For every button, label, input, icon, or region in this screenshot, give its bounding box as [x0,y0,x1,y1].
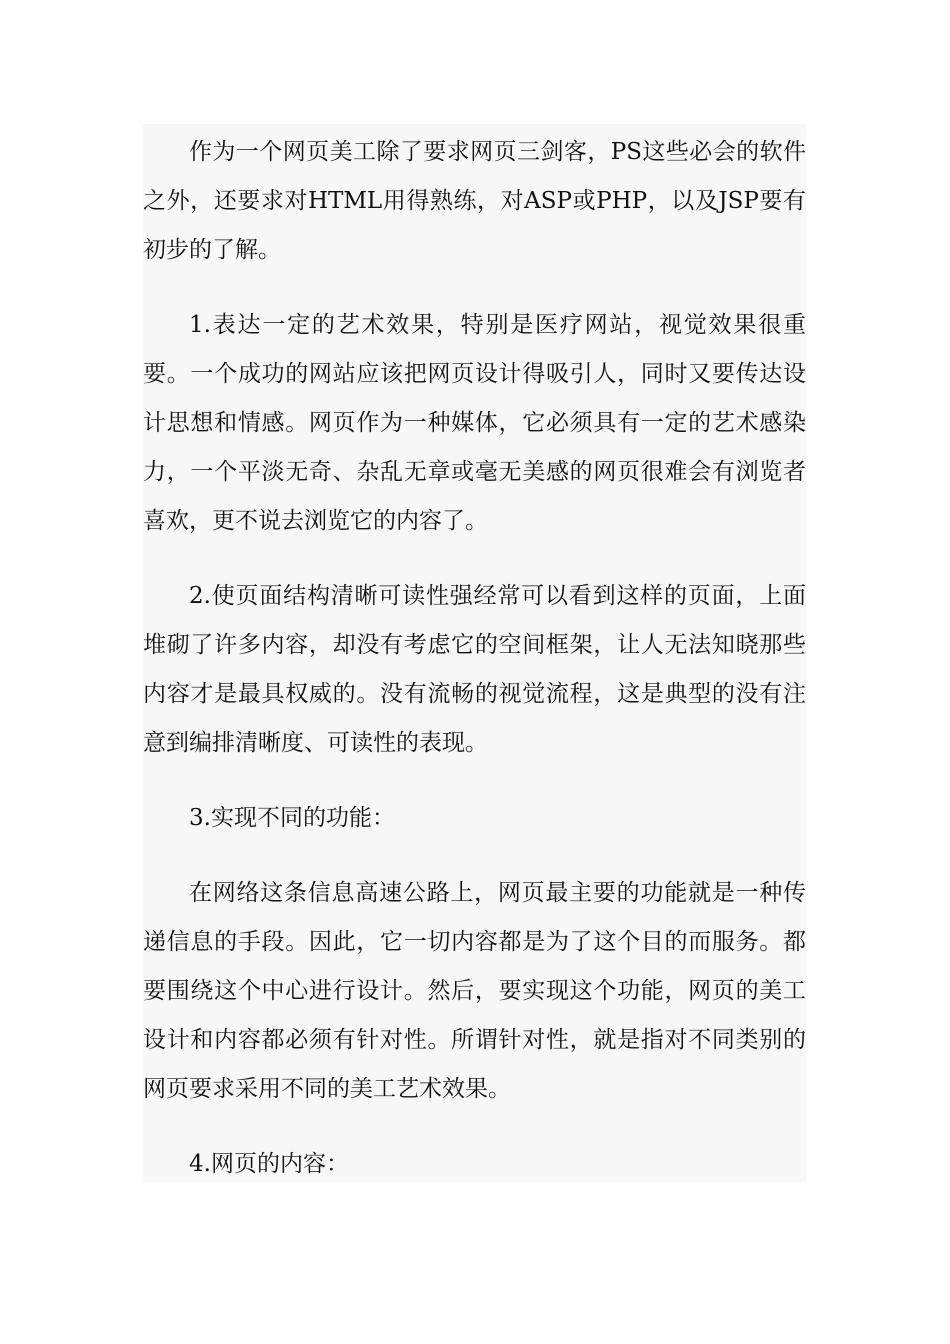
document-text-block [143,124,806,1182]
paragraph-gap [143,546,806,572]
paragraph-gap [143,275,806,301]
paragraph-intro: 作为一个网页美工除了要求网页三剑客，PS这些必会的软件之外，还要求对HTML用得熟练，对ASP或PHP，以及JSP要有初步的了解。 [143,139,806,263]
paragraph-point-3-body: 在网络这条信息高速公路上，网页最主要的功能就是一种传递信息的手段。因此，它一切内容都是为了这个目的而服务。都要围绕这个中心进行设计。然后，要实现这个功能，网页的美工设计和内容都必须有针对性。所谓针对性，就是指对不同类别的网页要求采用不同的美工艺术效果。 [143,880,806,1102]
paragraph-point-2: 2.使页面结构清晰可读性强经常可以看到这样的页面，上面堆砌了许多内容，却没有考虑它的空间框架，让人无法知晓那些内容才是最具权威的。没有流畅的视觉流程，这是典型的没有注意到编排清晰度、可读性的表现。 [143,583,806,756]
paragraph-point-3-heading: 3.实现不同的功能： [189,805,395,831]
document-body [143,124,806,1189]
paragraph-point-4-heading: 4.网页的内容： [189,1151,349,1177]
paragraph-gap [143,768,806,794]
paragraph-gap [143,843,806,869]
paragraph-point-1: 1.表达一定的艺术效果，特别是医疗网站，视觉效果很重要。一个成功的网站应该把网页设计得吸引人，同时又要传达设计思想和情感。网页作为一种媒体，它必须具有一定的艺术感染力，一个平淡无奇、杂乱无章或毫无美感的网页很难会有浏览者喜欢，更不说去浏览它的内容了。 [143,312,806,534]
paragraph-gap [143,1114,806,1140]
